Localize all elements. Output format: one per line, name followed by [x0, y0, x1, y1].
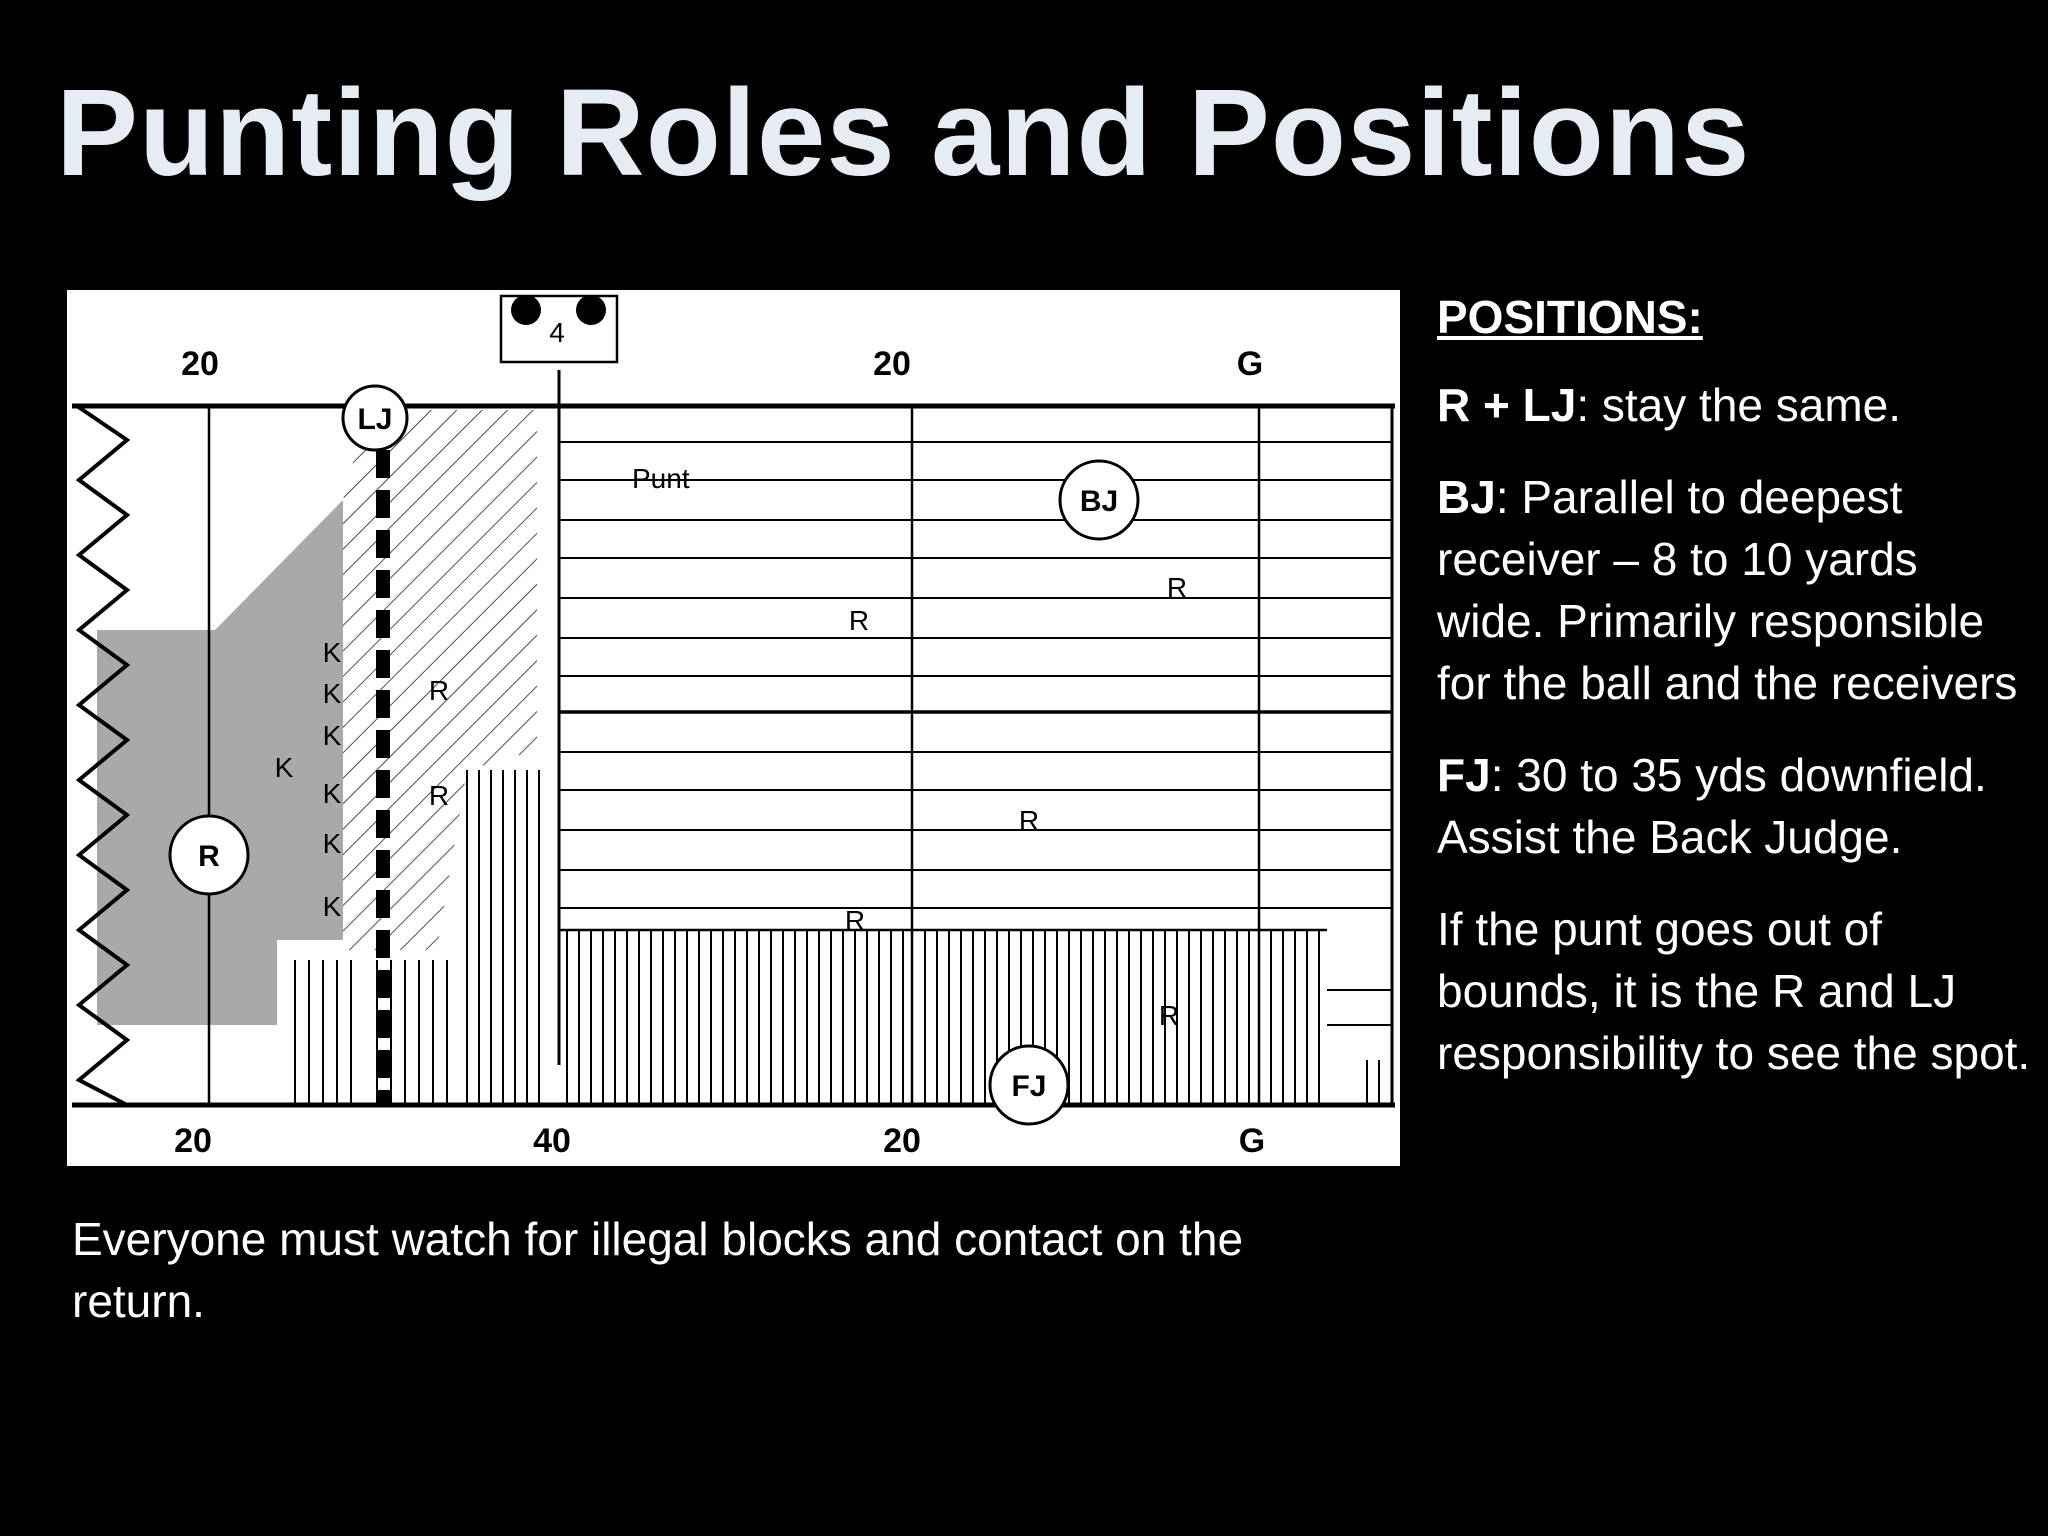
box-number: 4: [549, 317, 565, 348]
top-yard-label: 20: [181, 345, 219, 383]
ball-marker: [576, 295, 606, 325]
receiving-player: R: [1166, 572, 1188, 603]
receiving-player: R: [428, 780, 450, 811]
caption: Everyone must watch for illegal blocks and contact on the return.: [72, 1213, 1244, 1327]
position-text: : Parallel to deepest receiver – 8 to 10 yards wide. Primarily responsible for the ball and the receivers: [1437, 471, 2018, 709]
position-label: BJ: [1437, 471, 1496, 523]
kicking-player: K: [322, 778, 342, 809]
position-item: [1437, 374, 2037, 436]
shaded-zone: [97, 500, 343, 1025]
bottom-yard-label: 20: [174, 1122, 212, 1160]
receiving-player: R: [1158, 1000, 1180, 1031]
kicking-player: K: [322, 891, 342, 922]
position-text: : 30 to 35 yds downfield. Assist the Back Judge.: [1437, 749, 1987, 863]
receiving-player: R: [844, 905, 866, 936]
top-yard-label: G: [1236, 345, 1264, 383]
official-lj-label: LJ: [357, 403, 393, 436]
kicking-player: K: [322, 828, 342, 859]
position-label: R + LJ: [1437, 379, 1577, 431]
punt-label: Punt: [632, 463, 690, 494]
top-yard-label: 20: [873, 345, 911, 383]
receiving-player: R: [848, 605, 870, 636]
kicking-player: K: [322, 678, 342, 709]
position-item: [1437, 466, 2037, 714]
kicking-player: K: [322, 637, 342, 668]
field-diagram: [67, 290, 1400, 1166]
position-text: : stay the same.: [1576, 379, 1902, 431]
official-r-label: R: [198, 840, 220, 873]
bottom-yard-label: G: [1238, 1122, 1266, 1160]
bottom-yard-label: 40: [533, 1122, 571, 1160]
kicking-player: K: [274, 752, 294, 783]
receiving-player: R: [428, 675, 450, 706]
receiving-player: R: [1018, 805, 1040, 836]
ball-marker: [511, 295, 541, 325]
positions-heading: POSITIONS:: [1437, 291, 1703, 343]
position-label: FJ: [1437, 749, 1491, 801]
official-fj-label: FJ: [1011, 1070, 1047, 1103]
bottom-yard-label: 20: [883, 1122, 921, 1160]
out-of-bounds-note: If the punt goes out of bounds, it is the R and LJ responsibility to see the spot.: [1437, 903, 2031, 1079]
position-item: [1437, 744, 2037, 868]
positions-panel: [1437, 286, 2037, 1114]
page-title: Punting Roles and Positions: [56, 65, 1751, 202]
official-bj-label: BJ: [1079, 485, 1119, 518]
kicking-player: K: [322, 720, 342, 751]
